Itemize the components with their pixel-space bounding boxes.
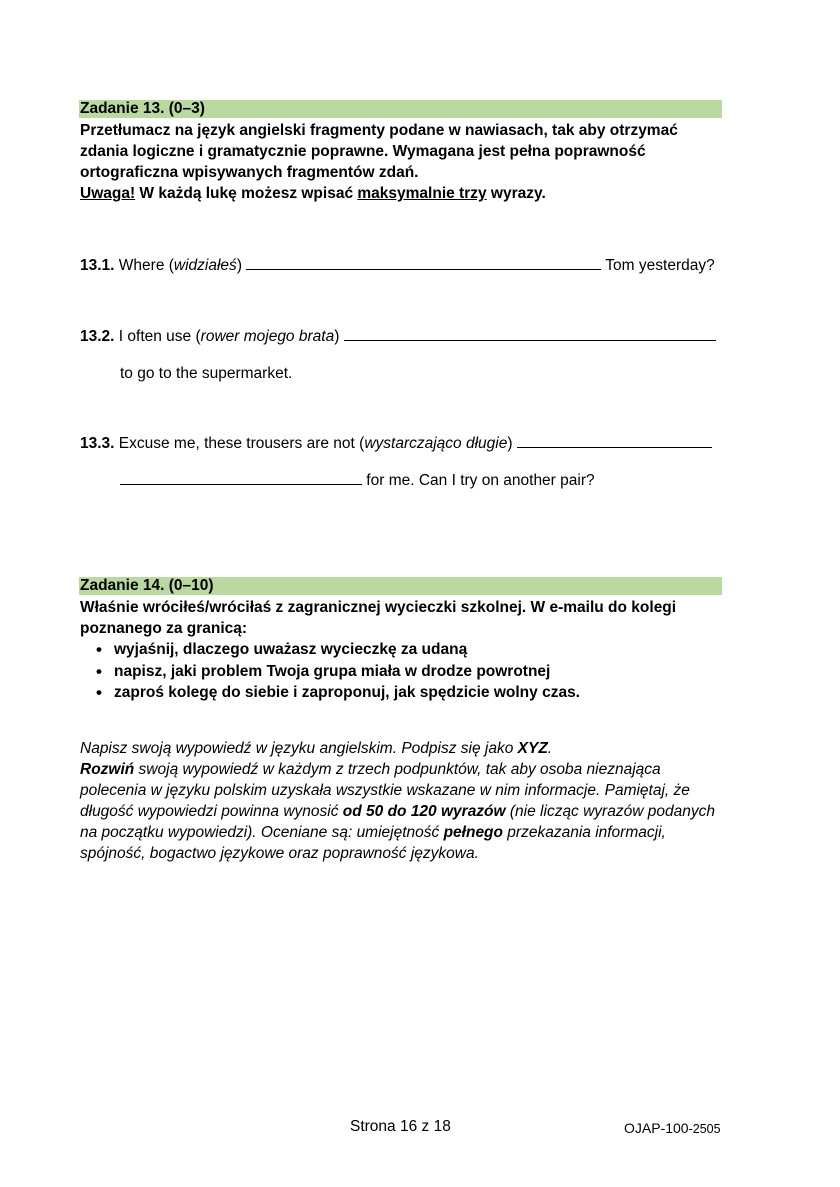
answer-blank[interactable] (517, 433, 712, 448)
instruction-note (80, 183, 678, 204)
item-hint: rower mojego brata (200, 328, 335, 345)
word-count-emphasis: od 50 do 120 wyrazów (342, 803, 506, 820)
task13-instruction (80, 120, 678, 204)
intro-line: poznanego za granicą: (80, 620, 248, 637)
directions-line (80, 738, 715, 759)
directions-line: polecenia w języku polskim uzyskała wszystkie wskazane w nim informacje. Pamiętaj, że (80, 782, 690, 799)
answer-blank[interactable] (120, 470, 362, 485)
task14-directions (80, 738, 715, 864)
bullet-item: • wyjaśnij, dlaczego uważasz wycieczkę za udaną (94, 639, 580, 661)
instruction-line: zdania logiczne i gramatycznie poprawne. Wymagana jest pełna poprawność (80, 143, 646, 160)
answer-blank[interactable] (344, 326, 716, 341)
item-13-1 (80, 255, 715, 276)
note-text: W każdą lukę możesz wpisać (135, 185, 358, 202)
note-emphasis: maksymalnie trzy (357, 185, 487, 202)
directions-line (80, 759, 715, 780)
directions-text: na początku wypowiedzi). Oceniane są: umiejętność (80, 824, 444, 841)
directions-text: Napisz swoją wypowiedź w języku angielskim. Podpisz się jako (80, 740, 518, 757)
directions-line (80, 801, 715, 822)
item-text: ) (334, 328, 344, 345)
item-number: 13.2. (80, 328, 115, 345)
directions-emphasis: pełnego (443, 824, 503, 841)
item-13-3-continuation (120, 470, 595, 491)
instruction-line: Przetłumacz na język angielski fragmenty podane w nawiasach, tak aby otrzymać (80, 122, 678, 139)
task14-bullets (94, 639, 580, 704)
note-text: wyrazy. (486, 185, 546, 202)
exam-code-suffix: -2505 (688, 1122, 721, 1136)
directions-text: (nie licząc wyrazów podanych (505, 803, 715, 820)
task13-header: Zadanie 13. (0–3) (79, 100, 722, 118)
item-text: Tom yesterday? (601, 257, 715, 274)
item-number: 13.3. (80, 435, 115, 452)
item-text: ) (236, 257, 247, 274)
item-13-3 (80, 433, 712, 454)
bullet-item: • zaproś kolegę do siebie i zaproponuj, jak spędzicie wolny czas. (94, 682, 580, 704)
bullet-item: • napisz, jaki problem Twoja grupa miała w drodze powrotnej (94, 661, 580, 683)
task14-header: Zadanie 14. (0–10) (79, 577, 722, 595)
item-text: Excuse me, these trousers are not ( (114, 435, 365, 452)
exam-code-main: OJAP-100 (624, 1120, 689, 1136)
item-13-2-continuation: to go to the supermarket. (120, 365, 293, 382)
directions-text: przekazania informacji, (503, 824, 666, 841)
exam-code (624, 1120, 721, 1138)
item-text: ) (507, 435, 517, 452)
directions-line: spójność, bogactwo językowe oraz poprawność językowa. (80, 845, 479, 862)
answer-blank[interactable] (246, 255, 601, 270)
item-number: 13.1. (80, 257, 115, 274)
directions-text: . (547, 740, 553, 757)
item-text: I often use ( (114, 328, 201, 345)
uwaga-label: Uwaga! (80, 185, 136, 202)
directions-text: swoją wypowiedź w każdym z trzech podpunktów, tak aby osoba nieznająca (134, 761, 661, 778)
item-text: Where ( (114, 257, 174, 274)
item-text: for me. Can I try on another pair? (362, 472, 595, 489)
intro-line: Właśnie wróciłeś/wróciłaś z zagranicznej wycieczki szkolnej. W e-mailu do kolegi (80, 599, 677, 616)
task14-intro (80, 597, 676, 639)
item-13-2 (80, 326, 716, 347)
directions-line (80, 822, 715, 843)
signature-name: XYZ (517, 740, 548, 757)
directions-emphasis: Rozwiń (80, 761, 135, 778)
instruction-line: ortograficzna wpisywanych fragmentów zdań. (80, 164, 419, 181)
page-number: Strona 16 z 18 (350, 1118, 451, 1135)
item-hint: widziałeś (173, 257, 237, 274)
directions-text: długość wypowiedzi powinna wynosić (80, 803, 343, 820)
item-hint: wystarczająco długie (364, 435, 508, 452)
